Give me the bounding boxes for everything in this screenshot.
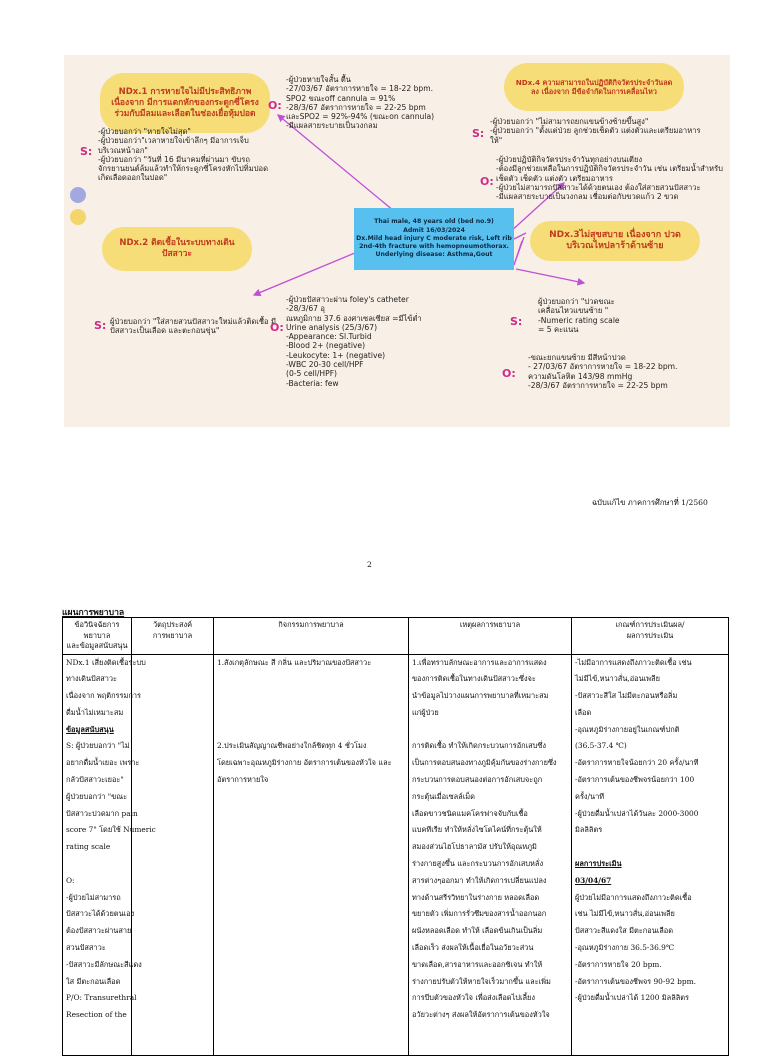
col3-line: 1.สังเกตุลักษณะ สี กลิ่น และปริมาณของปัสสาวะ <box>217 657 372 667</box>
col1-line: ข้อมูลสนับสนุน <box>66 724 114 734</box>
col5-line: -อุณหภูมิร่างกาย 36.5-36.9℃ <box>575 943 675 953</box>
col1-line: ต้องปัสสาวะผ่านสาย <box>66 926 132 936</box>
rationale-cell <box>409 654 572 1055</box>
dx2-objective-text: -ผู้ป่วยปัสสาวะผ่าน foley's catheter -28/3/67 อุ ณหภูมิกาย 37.6 องศาเซลเซียส =มีไข้ต่ำ Urine analysis (25/3/67) -Appearance: Sl.Turbid -Blood 2+ (negative) -Leukocyte: 1+ (negative) -WBC 20-30 cell/HPF (0-5 cell/HPF) -Bacteria: few <box>286 295 422 388</box>
dx3-s-label: S: <box>510 315 523 328</box>
col4-line: การติดเชื้อ ทำให้เกิดกระบวนการอักเสบซึ่ง <box>412 741 546 751</box>
col1-line: NDx.1 เสี่ยงติดเชื้อระบบ <box>66 657 146 667</box>
dx3-objective-text: -ขณะยกแขนซ้าย มีสีหน้าปวด - 27/03/67 อัตราการหายใจ = 18-22 bpm. ความดันโลหิต 143/98 mmHg -28/3/67 อัตราการหายใจ = 22-25 bpm <box>528 353 678 390</box>
col4-line: ผนังหลอดเลือด ทำให้ เลือดข้นเกินเป็นลิ่ม <box>412 926 543 936</box>
header-rationale: เหตุผลการพยาบาล <box>409 618 572 655</box>
activities-cell <box>214 654 409 1055</box>
patient-summary-box <box>354 208 514 270</box>
col1-line: -ผู้ป่วยไม่สามารถ <box>66 892 121 902</box>
patient-line: Thai male, 48 years old (bed no.9) <box>374 218 494 226</box>
col3-line <box>217 671 405 688</box>
col4-line: เป็นการตอบสนองทางภูมิคุ้มกันของร่างกายซึ่ง <box>412 758 557 768</box>
col1-line: ผู้ป่วยบอกว่า "ขณะ <box>66 791 128 801</box>
dx4-s-label: S: <box>472 127 485 140</box>
dx2-o-label: O: <box>270 321 284 334</box>
col5-line: เลือด <box>575 707 592 717</box>
col1-line: อยากดื่มน้ำเยอะ เพราะ <box>66 758 140 768</box>
col5-line: -ผู้ป่วยดื่มน้ำเปล่าได้วันละ 2000-3000 <box>575 808 699 818</box>
col5-line: -อัตราการเต้นของชีพจร 90-92 bpm. <box>575 976 696 986</box>
col5-line: ผลการประเมิน <box>575 859 622 869</box>
col1-line <box>66 856 128 873</box>
col5-line: -ไม่มีอาการแสดงถึงภาวะติดเชื้อ เช่น <box>575 657 692 667</box>
dx2-s-label: S: <box>94 319 107 332</box>
col1-line: ปัสสาวะปวดมาก pain <box>66 808 138 818</box>
edition-note: ฉบับแก้ไข ภาคการศึกษาที่ 1/2560 <box>592 498 708 507</box>
col5-line: ปัสสาวะสีแดงใส มีตะกอนเลือด <box>575 926 674 936</box>
dx4-o-label: O: <box>480 175 494 188</box>
arrow-to-dx3 <box>516 269 584 283</box>
yellow-circle <box>70 209 86 225</box>
dx1-subjective-text: -ผู้ป่วยบอกว่า "หายใจไม่สุด" -ผู้ป่วยบอกว่า"เวลาหายใจเข้าลึกๆ มีอาการเจ็บบริเวณหน้าอก" -ผู้ป่วยบอกว่า "วันที่ 16 มีนาคมที่ผ่านมา ขับรถจักรยานยนต์ล้มแล้วทำให้กระดูกซี่โครงหักไปทิ่มปอด เกิดเลือดออกในปอด" <box>98 127 269 183</box>
col5-line: ครั้ง/นาที <box>575 791 605 801</box>
col5-line: ไม่มีไข้,หนาวสั่น,อ่อนเพลีย <box>575 674 660 684</box>
dx3-title-pill: NDx.3ไม่สุขสบาย เนื่องจาก ปวดบริเวณไหปลาร้าด้านซ้าย <box>530 221 700 261</box>
dx2-title-pill: NDx.2 ติดเชื้อในระบบทางเดินปัสสาวะ <box>102 227 252 271</box>
col3-line <box>217 705 405 722</box>
diagnosis-cell <box>63 654 156 1055</box>
concept-map-poster <box>64 55 730 427</box>
col4-line: สารต่างๆออกมา ทำให้เกิดการเปลี่ยนแปลง <box>412 875 547 885</box>
col4-line: อวัยวะต่างๆ ส่งผลให้อัตราการเต้นของหัวใจ <box>412 1010 550 1020</box>
col5-line: -ผู้ป่วยดื่มน้ำเปล่าได้ 1200 มิลลิลิตร <box>575 993 690 1003</box>
col4-line: สมองส่วนไฮโปธาลามัส ปรับให้อุณหภูมิ <box>412 842 537 852</box>
col1-line: rating scale <box>66 842 111 852</box>
col5-line: -อัตราการหายใจ 20 bpm. <box>575 959 662 969</box>
col5-line <box>575 839 725 856</box>
col5-line: -ปัสสาวะสีใส ไม่มีตะกอนหรือลิ่ม <box>575 691 678 701</box>
col5-line: ผู้ป่วยไม่มีอาการแสดงถึงภาวะติดเชื้อ <box>575 892 692 902</box>
col5-line: เช่น ไม่มีไข้,หนาวสั่น,อ่อนเพลีย <box>575 909 675 919</box>
col4-line: แก่ผู้ป่วย <box>412 707 439 717</box>
col3-line <box>217 688 405 705</box>
col1-line: -ปัสสาวะมีลักษณะสีแดง <box>66 959 142 969</box>
dx2-subjective-text: ผู้ป่วยบอกว่า "ใส่สายสวนปัสสาวะใหม่แล้วติดเชื้อ มีปัสสาวะเป็นเลือด และตะกอนขุ่น" <box>110 317 276 336</box>
col1-line: ปัสสาวะได้ด้วยตนเอง <box>66 909 135 919</box>
col4-line: การบีบตัวของหัวใจ เพื่อส่งเลือดไปเลี้ยง <box>412 993 535 1003</box>
col5-line: -อัตราการหายใจน้อยกว่า 20 ครั้ง/นาที <box>575 758 699 768</box>
evaluation-cell <box>572 654 729 1055</box>
col5-line: มิลลิลิตร <box>575 825 603 835</box>
arrow-fork <box>514 237 524 265</box>
col4-line: ของการติดเชื้อในทางเดินปัสสาวะซึ่งจะ <box>412 674 536 684</box>
dx1-objective-text: -ผู้ป่วยหายใจสั้น ตื้น -27/03/67 อัตราการหายใจ = 18-22 bpm. SPO2 ขณะoff cannula = 91% -28/3/67 อัตราการหายใจ = 22-25 bpm และSPO2 = 92%-94% (ขณะon cannula) -มีแผลสายระบายเป็นวงกลม <box>286 75 435 131</box>
dx3-subjective-text: ผู้ป่วยบอกว่า "ปวดขณะ เคลื่อนไหวแขนซ้าย " -Numeric rating scale = 5 คะแนน <box>538 297 620 334</box>
dx3-o-label: O: <box>502 367 516 380</box>
col4-line: ทางด้านสรีรวิทยาในร่างกาย หลอดเลือด <box>412 892 540 902</box>
col1-line: P/O: Transurethral <box>66 993 137 1003</box>
header-activities: กิจกรรมการพยาบาล <box>214 618 409 655</box>
col4-line: เลือดขาวชนิดแมคโครฟาจจับกับเชื้อ <box>412 808 528 818</box>
col1-line: O: <box>66 875 75 885</box>
page-number: 2 <box>367 560 372 569</box>
dx4-objective-text: -ผู้ป่วยปฏิบัติกิจวัตรประจำวันทุกอย่างบนเตียง -ต้องมีลูกช่วยเหลือในการปฏิบัติกิจวัตรประจำวัน เช่น เตรียมน้ำสำหรับเช็ดตัว เช็ดตัว แต่งตัว เตรียมอาหาร -ผู้ป่วยไม่สามารถปัสสาวะได้ด้วยตนเอง ต้องใส่สายสวนปัสสาวะ -มีแผลสายระบายเป็นวงกลม เชื่อมต่อกับขวดแก้ว 2 ขวด <box>496 155 723 202</box>
col5-line: (36.5-37.4 ℃) <box>575 741 627 751</box>
objective-cell <box>132 654 214 1055</box>
col4-line: 1.เพื่อทราบลักษณะอาการและอาการแสดง <box>412 657 547 667</box>
col3-line: อัตราการหายใจ <box>217 775 269 785</box>
col4-line: กระตุ้นเมื่อเซลล์เม็ด <box>412 791 475 801</box>
col1-line: สวนปัสสาวะ <box>66 943 106 953</box>
col5-line: -อัตราการเต้นของชีพจรน้อยกว่า 100 <box>575 775 695 785</box>
diagnosis-line-2: 2nd-4th fracture with hemopneumothorax. <box>359 243 509 251</box>
col4-line: แบคทีเรีย ทำให้หลั่งไซโตไคน์ที่กระตุ้นให้ <box>412 825 542 835</box>
section-title: แผนการพยาบาล <box>62 608 125 618</box>
col4-line: ร่างกายปรับตัวให้หายใจเร็วมากขึ้น และเพิ่ม <box>412 976 551 986</box>
header-evaluation: เกณฑ์การประเมินผล/ ผลการประเมิน <box>572 618 729 655</box>
dx1-s-label: S: <box>80 145 93 158</box>
col4-line: ขาดเลือด,สารอาหารและออกซิเจน ทำให้ <box>412 959 543 969</box>
col4-line: ขยายตัว เพิ่มการรั่วซึมของสารน้ำออกนอก <box>412 909 547 919</box>
col4-line: ร่างกายสูงขึ้น และกระบวนการอักเสบหลั่ง <box>412 859 544 869</box>
col1-line: กลัวปัสสาวะเยอะ" <box>66 775 124 785</box>
diagnosis-line-1: Dx.Mild head injury C moderate risk, Left rib <box>356 234 512 242</box>
col4-line: เลือดเร็ว ส่งผลให้เนื้อเยื่อในอวัยวะส่วน <box>412 943 534 953</box>
col1-line: Resection of the <box>66 1010 127 1020</box>
dx4-title-pill: NDx.4 ความสามารถในปฏิบัติกิจวัตรประจำวันลดลง เนื่องจาก มีข้อจำกัดในการเคลื่อนไหว <box>504 63 684 111</box>
header-diagnosis: ข้อวินิจฉัยการพยาบาล และข้อมูลสนับสนุน <box>63 618 132 655</box>
dx4-subjective-text: -ผู้ป่วยบอกว่า "ไม่สามารถยกแขนข้างซ้ายขึ้นสูง" -ผู้ป่วยบอกว่า "ตั้งแต่ป่วย ลูกช่วยเช็ดตัว แต่งตัวและเตรียมอาหารให้" <box>490 117 701 145</box>
admit-line: Admit 16/03/2024 <box>403 226 465 234</box>
nursing-care-plan-table <box>62 617 729 1056</box>
col1-line: ทางเดินปัสสาวะ <box>66 674 117 684</box>
col5-line: -อุณหภูมิร่างกายอยู่ในเกณฑ์ปกติ <box>575 724 680 734</box>
col4-line: กระบวนการตอบสนองต่อการอักเสบจะถูก <box>412 775 543 785</box>
col5-line: 03/04/67 <box>575 875 612 885</box>
col3-line <box>217 722 405 739</box>
dx1-o-label: O: <box>268 99 282 112</box>
col1-line: ใส มีตะกอนเลือด <box>66 976 121 986</box>
col1-line: score 7" โดยใช้ Numeric <box>66 825 156 835</box>
purple-circle <box>70 187 86 203</box>
table-header-row <box>63 618 729 655</box>
underlying-disease-line: Underlying disease: Asthma,Gout <box>375 251 493 259</box>
col3-line: 2.ประเมินสัญญาณชีพอย่างใกล้ชิดทุก 4 ชั่วโมง <box>217 741 367 751</box>
col4-line: นำข้อมูลไปวางแผนการพยาบาลที่เหมาะสม <box>412 691 549 701</box>
col4-line <box>412 722 568 739</box>
col1-line: ดื่มน้ำไม่เหมาะสม <box>66 707 124 717</box>
dx1-title-pill: NDx.1 การหายใจไม่มีประสิทธิภาพ เนื่องจาก มีการแตกหักของกระดูกซี่โครงร่วมกับมีลมและเลือดในช่องเยื่อหุ้มปอด <box>100 73 270 133</box>
col1-line: S: ผู้ป่วยบอกว่า "ไม่ <box>66 741 130 751</box>
col1-line: เนื่องจาก พฤติกรรมการ <box>66 691 141 701</box>
header-objective: วัตถุประสงค์ การพยาบาล <box>132 618 214 655</box>
table-row <box>63 654 729 1055</box>
col3-line: โดยเฉพาะอุณหภูมิร่างกาย อัตราการเต้นของหัวใจ และ <box>217 758 392 768</box>
